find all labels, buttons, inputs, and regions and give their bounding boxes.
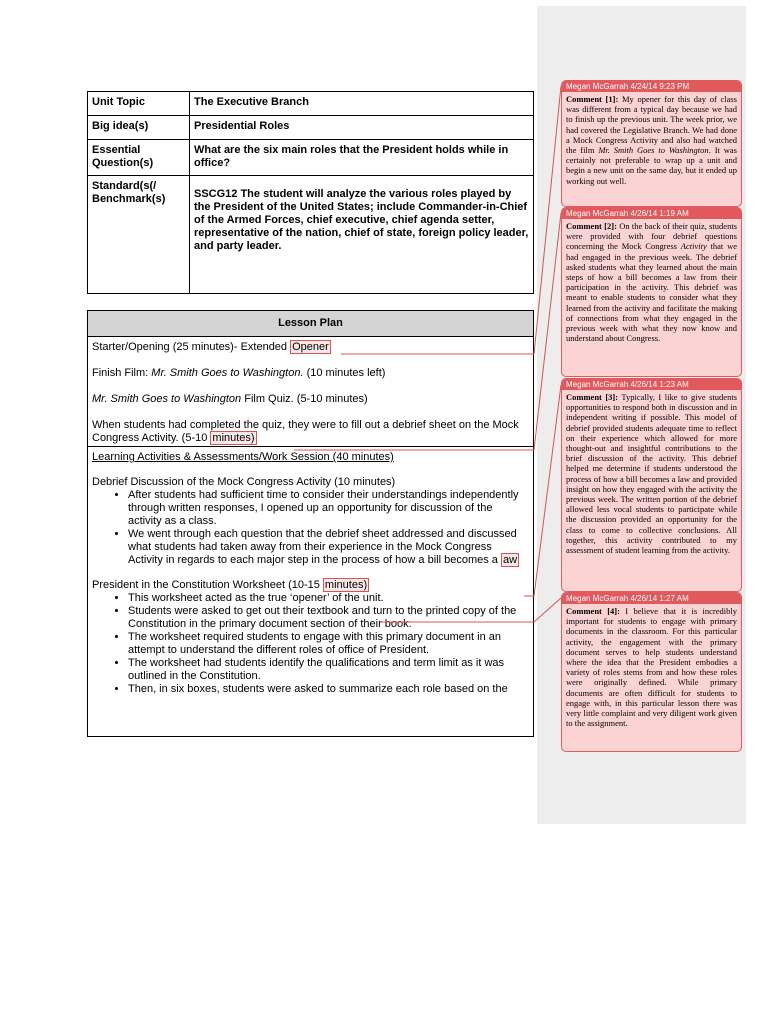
standard-text: SSCG12 The student will analyze the various roles played by the President of the United States; include Commander-in-Chief of the Armed Forces, chief executive, chief agenda setter, representative of the nation, chief of state, foreign policy leader, and party leader.: [194, 188, 529, 252]
comment-body: [562, 604, 741, 730]
film-prefix: Finish Film:: [92, 367, 152, 379]
comment-anchor-worksheet[interactable]: minutes): [324, 579, 368, 591]
comment-header: Megan McGarrah 4/26/14 1:27 AM: [562, 593, 741, 604]
comment-text: On the back of their quiz, students were provided with four debrief questions concerning the Mock Congress: [566, 221, 737, 252]
comment-text: Typically, I like to give students opportunities to respond both in discussion and in independent writing if possible. This model of debrief provided students adequate time to reflect on their experience which allowed for more thought-out and insightful contributions to the brief discussion of the activity. This debrief helped me determine if students understood the process of how a bill becomes a law and provided insight on how they engaged with the activity the previous week. The written portion of the debrief allowed less vocal students to participate while the discussion provided an opportunity for the class to come to collective conclusions. All together, this activity contributed to my assessment of student learning from the activity.: [566, 392, 737, 556]
debrief-text: When students had completed the quiz, they were to fill out a debrief sheet on the Mock Congress Activity. (5-10: [92, 419, 519, 444]
standard-key: Standard(s(/ Benchmark(s): [88, 176, 190, 294]
discussion-bullets: [92, 489, 529, 567]
quiz-line: [92, 393, 529, 406]
list-item: • This worksheet acted as the true ‘opener’ of the unit.: [128, 592, 529, 605]
quiz-suffix: Film Quiz. (5-10 minutes): [241, 393, 368, 405]
comment-anchor-debrief[interactable]: minutes): [212, 432, 255, 444]
worksheet-bullets: [92, 592, 529, 696]
comment-label: Comment [4]:: [566, 606, 620, 616]
comment-header: Megan McGarrah 4/26/14 1:19 AM: [562, 208, 741, 219]
debrief-line: [92, 419, 529, 445]
worksheet-title-text: President in the Constitution Worksheet (10-15: [92, 579, 323, 591]
worksheet-title: [92, 579, 529, 592]
comment-label: Comment [1]:: [566, 94, 619, 104]
starter-line: [92, 341, 529, 354]
unit-topic-key: Unit Topic: [88, 92, 190, 116]
comment-body: [562, 390, 741, 557]
discussion-title: Debrief Discussion of the Mock Congress Activity (10 minutes): [92, 476, 396, 488]
starter-text: Starter/Opening (25 minutes)- Extended: [92, 341, 291, 353]
comment-body: [562, 92, 741, 188]
comment-italic: Mr. Smith Goes to Washington: [598, 145, 709, 156]
comment-balloon-2[interactable]: [561, 207, 742, 377]
comment-balloon-1[interactable]: [561, 80, 742, 207]
table-row: [88, 116, 534, 140]
comment-label: Comment [2]:: [566, 221, 617, 231]
comment-text: I believe that it is incredibly important for students to engage with primary documents in the classroom. For this particular activity, the engagement with the primary document serves to help students understand where the idea that the President embodies a variety of roles stems from and how these roles were originally defined. While primary documents are often difficult for students to engage with, in this particular lesson there was very little complaint and very diligent work given to the assignment.: [566, 606, 737, 729]
big-idea-key: Big idea(s): [88, 116, 190, 140]
learning-header: Learning Activities & Assessments/Work Session (40 minutes): [92, 451, 394, 463]
essential-question-value: What are the six main roles that the President holds while in office?: [190, 140, 534, 176]
unit-info-table: [87, 91, 534, 294]
comment-italic: Activity: [680, 241, 707, 252]
film-suffix: (10 minutes left): [303, 367, 386, 379]
table-row: [88, 140, 534, 176]
film-line: [92, 367, 529, 380]
table-row: [88, 92, 534, 116]
essential-question-key: Essential Question(s): [88, 140, 190, 176]
list-item: • Then, in six boxes, students were asked to summarize each role based on the: [128, 683, 529, 696]
comment-header: Megan McGarrah 4/24/14 9:23 PM: [562, 81, 741, 92]
quiz-title: Mr. Smith Goes to Washington: [92, 393, 242, 405]
lesson-plan-header: Lesson Plan: [88, 311, 533, 337]
comment-anchor-law[interactable]: aw: [502, 554, 518, 566]
table-row: [88, 176, 534, 294]
lesson-plan-box: [87, 310, 534, 737]
standard-value: [190, 176, 534, 294]
comment-text: . It was certainly not preferable to wrap up a unit and begin a new unit on the same day, but it ended up working out well.: [566, 145, 737, 186]
list-item: [128, 528, 529, 567]
film-title: Mr. Smith Goes to Washington.: [151, 367, 304, 379]
starter-section: [88, 337, 533, 447]
list-item: • The worksheet had students identify the qualifications and term limit as it was outlined in the Constitution.: [128, 657, 529, 683]
comment-text: My opener for this day of class was different from a typical day because we had to finish up the previous unit. The week prior, we had covered the Legislative Branch. We had done a Mock Congress Activity and also had watched the film: [566, 94, 737, 156]
bullet-text: We went through each question that the debrief sheet addressed and discussed what students had taken away from their experience in the Mock Congress Activity in regards to each major step in the process of how a bill becomes a: [128, 528, 517, 566]
comment-text: that we had engaged in the previous week. The debrief asked students what they learned about the main steps of how a bill becomes a law from their participation in the activity. This debrief was meant to enable students to consider what they learned from the activity and facilitate the making of connections from what they engaged in the previous week with what they now know and understand about Congress.: [566, 241, 737, 344]
comment-body: [562, 219, 741, 345]
list-item: • Students were asked to get out their textbook and turn to the printed copy of the Constitution in the primary document section of their book.: [128, 605, 529, 631]
comment-label: Comment [3]:: [566, 392, 619, 402]
comment-anchor-opener[interactable]: Opener: [292, 341, 329, 353]
big-idea-value: Presidential Roles: [190, 116, 534, 140]
comment-balloon-3[interactable]: [561, 378, 742, 592]
list-item: • The worksheet required students to engage with this primary document in an attempt to understand the different roles of office of President.: [128, 631, 529, 657]
comment-header: Megan McGarrah 4/26/14 1:23 AM: [562, 379, 741, 390]
learning-section: [88, 447, 533, 696]
list-item: • After students had sufficient time to consider their understandings independently through written responses, I opened up an opportunity for discussion of the activity as a class.: [128, 489, 529, 528]
comment-balloon-4[interactable]: [561, 592, 742, 752]
unit-topic-value: The Executive Branch: [190, 92, 534, 116]
